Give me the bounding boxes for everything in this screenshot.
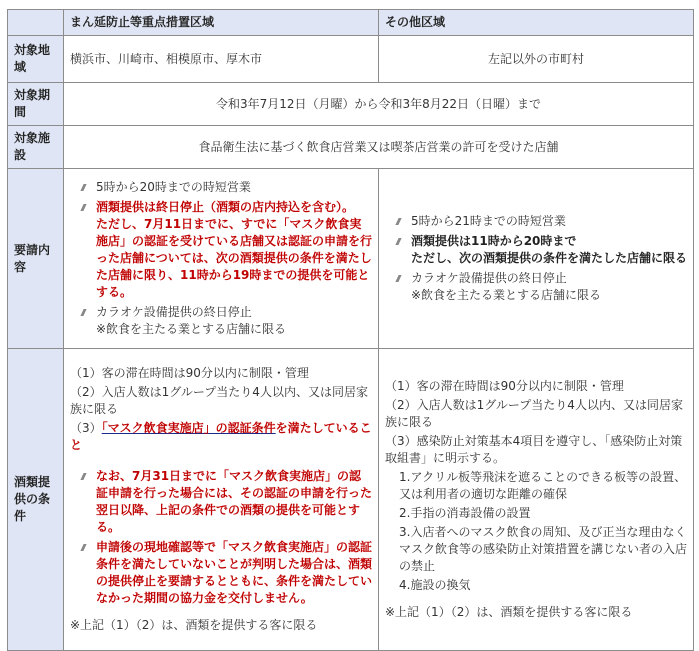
mask-certified-store-link[interactable]: 「マスク飲食実施店」の認証条件 (101, 421, 276, 435)
condition-item: （2）入店人数は1グループ当たり4人以内、又は同居家族に限る (70, 385, 368, 416)
condition-subitem: 1.アクリル板等飛沫を遮ることのできる板等の設置、又は利用者の適切な距離の確保 (399, 470, 687, 501)
other-alcohol-conditions (379, 349, 694, 651)
list-item: 5時から20時までの時短営業 (82, 179, 372, 196)
measures-table (7, 9, 694, 651)
list-item: 酒類提供は終日停止（酒類の店内持込を含む）。 ただし、7月11日までに、すでに「マスク飲食実施店」の認証を受けている店舗又は認証の申請を行った店舗については、次の酒類提供の条件を満たした店舗に限り、11時から19時までの提供を可能とする。 (82, 199, 372, 301)
label-alcohol-conditions: 酒類提供の条件 (8, 349, 64, 651)
list-item: カラオケ設備提供の終日停止 ※飲食を主たる業とする店舗に限る (82, 304, 372, 338)
condition-item-3: （3）「マスク飲食実施店」の認証条件を満たしていること (70, 421, 372, 452)
priority-alcohol-conditions (64, 349, 379, 651)
bullet-icon (80, 184, 86, 191)
other-area-cities: 左記以外の市町村 (379, 36, 694, 83)
header-corner (8, 10, 64, 36)
target-facility-value: 食品衛生法に基づく飲食店営業又は喫茶店営業の許可を受けた店舗 (64, 126, 694, 169)
other-request-content (379, 169, 694, 349)
condition-footnote: ※上記（1）（2）は、酒類を提供する客に限る (385, 605, 633, 619)
bullet-icon (80, 544, 86, 551)
row-request-content (8, 169, 694, 349)
condition-subitem: 2.手指の消毒設備の設置 (399, 506, 531, 520)
other-request-list (385, 213, 687, 304)
label-target-area: 対象地域 (8, 36, 64, 83)
header-row (8, 10, 694, 36)
target-period-value: 令和3年7月12日（月曜）から令和3年8月22日（日曜）まで (64, 83, 694, 126)
header-other-area: その他区域 (379, 10, 694, 36)
condition-subitem: 3.入店者へのマスク飲食の周知、及び正当な理由なくマスク飲食等の感染防止対策措置を講じない者の入店の禁止 (399, 525, 688, 573)
list-item: カラオケ設備提供の終日停止 ※飲食を主たる業とする店舗に限る (397, 270, 687, 304)
priority-condition-notes (70, 468, 372, 607)
bullet-icon (395, 238, 401, 245)
priority-area-cities: 横浜市、川崎市、相模原市、厚木市 (64, 36, 379, 83)
priority-request-list (70, 179, 372, 338)
condition-item: （3）感染防止対策基本4項目を遵守し、「感染防止対策取組書」に明示する。 (385, 434, 683, 465)
bullet-icon (80, 473, 86, 480)
bullet-icon (80, 309, 86, 316)
label-target-facility: 対象施設 (8, 126, 64, 169)
list-item: 5時から21時までの時短営業 (397, 213, 687, 230)
header-priority-area: まん延防止等重点措置区域 (64, 10, 379, 36)
condition-item: （1）客の滞在時間は90分以内に制限・管理 (385, 379, 624, 393)
label-request-content: 要請内容 (8, 169, 64, 349)
row-alcohol-conditions (8, 349, 694, 651)
condition-subitem: 4.施設の換気 (399, 578, 471, 592)
bullet-icon (395, 275, 401, 282)
row-target-period (8, 83, 694, 126)
label-target-period: 対象期間 (8, 83, 64, 126)
condition-item: （1）客の滞在時間は90分以内に制限・管理 (70, 366, 309, 380)
row-target-facility (8, 126, 694, 169)
condition-item: （2）入店人数は1グループ当たり4人以内、又は同居家族に限る (385, 398, 683, 429)
list-item: 酒類提供は11時から20時まで ただし、次の酒類提供の条件を満たした店舗に限る (397, 233, 687, 267)
row-target-area (8, 36, 694, 83)
bullet-icon (395, 218, 401, 225)
list-item: 申請後の現地確認等で「マスク飲食実施店」の認証条件を満たしていないことが判明した場合は、酒類の提供停止を要請するとともに、条件を満たしていなかった期間の協力金を交付しません。 (82, 539, 372, 607)
bullet-icon (80, 204, 86, 211)
list-item: なお、7月31日までに「マスク飲食実施店」の認証申請を行った場合には、その認証の申請を行った翌日以降、上記の条件での酒類の提供を可能とする。 (82, 468, 372, 536)
priority-request-content (64, 169, 379, 349)
condition-footnote: ※上記（1）（2）は、酒類を提供する客に限る (70, 618, 318, 632)
